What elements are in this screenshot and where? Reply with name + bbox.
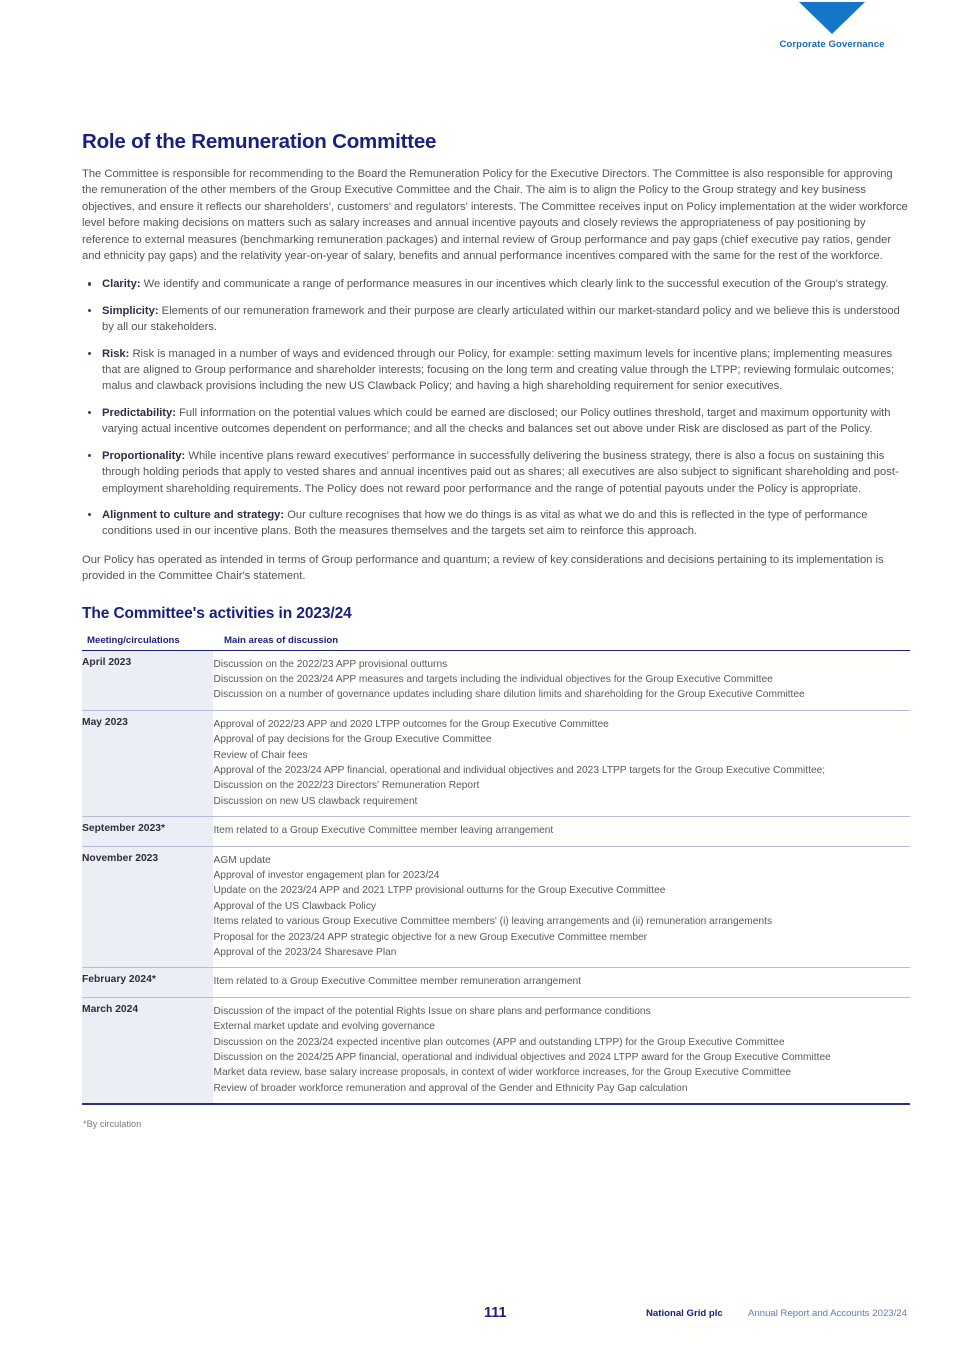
cell-topics: [213, 846, 910, 968]
principle-term: Alignment to culture and strategy:: [102, 508, 285, 521]
cell-meeting: November 2023: [82, 846, 213, 968]
principle-text: We identify and communicate a range of performance measures in our incentives which clearly link to the successful execution of the Group's strategy.: [140, 278, 889, 291]
topic-line: Items related to various Group Executive Committee members' (i) leaving arrangements and (ii) remuneration arrangements: [213, 916, 773, 928]
footer-brand: National Grid plc: [646, 1308, 723, 1319]
column-header-topics: Main areas of discussion: [213, 633, 910, 651]
bullet-icon: [88, 454, 91, 457]
table-head: [82, 633, 910, 651]
table-row: [82, 846, 910, 968]
table-row: [82, 650, 910, 710]
principle-text: While incentive plans reward executives' performance in successfully delivering the business strategy, there is also a focus on sustaining this through holding periods that apply to vested shares and annual incentives paid out as shares; all executives are also subject to significant shareholding and post-employment shareholding requirements. The Policy does not reward poor performance and the range of potential payouts under the Policy is appropriate.: [102, 449, 899, 495]
principle-term: Proportionality:: [102, 449, 186, 462]
section-tab-label: Corporate Governance: [779, 39, 885, 50]
table-row: [82, 710, 910, 816]
topic-line: Discussion on the 2024/25 APP financial, operational and individual objectives and 2024 LTPP award for the Group Executive Committee: [213, 1052, 831, 1064]
topic-line: Discussion on the 2022/23 Directors' Remuneration Report: [213, 780, 480, 792]
table-header-row: [82, 633, 910, 651]
topic-line: Approval of the US Clawback Policy: [213, 900, 377, 912]
bullet-icon: [88, 411, 91, 414]
content-column: [82, 130, 910, 1129]
list-item: [82, 276, 910, 292]
section-tab-corporate-governance: [757, 0, 907, 50]
cell-topics: [213, 650, 910, 710]
page-number: 111: [484, 1305, 507, 1321]
table-row: [82, 997, 910, 1104]
principle-term: Simplicity:: [102, 304, 159, 317]
topic-line: Discussion of the impact of the potential Rights Issue on share plans and performance conditions: [213, 1005, 651, 1017]
topic-line: Review of Chair fees: [213, 749, 308, 761]
list-item: [82, 405, 910, 438]
intro-paragraph: The Committee is responsible for recommending to the Board the Remuneration Policy for the Executive Directors. The Committee is also responsible for approving the remuneration of the other members of the Group Executive Committee and the Chair. The aim is to align the Policy to the Group strategy and key business objectives, and ensure it reflects our shareholders', customers' and regulators' interests. The Committee receives input on Policy implementation at the wider workforce level before making decisions on matters such as salary increases and annual incentive payouts and closely reviews the appropriateness of pay positioning by reference to external measures (benchmarking remuneration packages) and internal review of Group performance and pay gaps (chief executive pay ratios, gender and ethnicity pay gaps) and the relativity year-on-year of salary, benefits and annual performance incentives compared with the same for the rest of the workforce.: [82, 168, 908, 263]
topic-line: Discussion on the 2023/24 expected incentive plan outcomes (APP and outstanding LTPP) for the Group Executive Committee: [213, 1036, 785, 1048]
principle-text: Full information on the potential values which could be earned are disclosed; our Policy outlines threshold, target and maximum opportunity with varying actual incentive outcomes dependent on performance; and all the checks and balances set out above under Risk are disclosed as part of the Policy.: [102, 406, 891, 436]
page-title: Role of the Remuneration Committee: [82, 130, 437, 153]
cell-meeting: May 2023: [82, 710, 213, 816]
topic-line: Update on the 2023/24 APP and 2021 LTPP provisional outturns for the Group Executive Committee: [213, 885, 666, 897]
cell-meeting: April 2023: [82, 650, 213, 710]
principle-text: Risk is managed in a number of ways and evidenced through our Policy, for example: setting maximum levels for incentive plans; implementing measures that are aligned to Group performance and shareholder interests; focusing on the long term and creating value through the LTPP; reviewing formulaic outcomes; malus and clawback provisions including the new US Clawback Policy; and having a high shareholding requirement for senior executives.: [102, 347, 895, 393]
committee-activities-table: [82, 633, 910, 1106]
principle-text: Elements of our remuneration framework and their purpose are clearly articulated within our market-standard policy and we believe this is understood by all our stakeholders.: [102, 304, 900, 334]
topic-line: Approval of the 2023/24 Sharesave Plan: [213, 947, 397, 959]
principle-term: Predictability:: [102, 406, 176, 419]
topic-line: Discussion on new US clawback requirement: [213, 795, 418, 807]
topic-line: Item related to a Group Executive Committee member leaving arrangement: [213, 825, 554, 837]
principle-term: Clarity: [102, 278, 137, 291]
topic-line: AGM update: [213, 854, 271, 866]
cell-topics: [213, 997, 910, 1104]
topic-line: Item related to a Group Executive Committee member remuneration arrangement: [213, 976, 581, 988]
cell-meeting: March 2024: [82, 997, 213, 1104]
cell-topics: [213, 817, 910, 846]
topic-line: Discussion on the 2023/24 APP measures and targets including the individual objectives for the Group Executive Committee: [213, 673, 773, 685]
principle-term: Risk:: [102, 347, 130, 360]
list-item: [82, 507, 910, 540]
down-triangle-icon: [799, 2, 865, 34]
closing-paragraph: Our Policy has operated as intended in terms of Group performance and quantum; a review of key considerations and decisions pertaining to its implementation is provided in the Committee Chair's statement.: [82, 553, 884, 583]
list-item: [82, 346, 910, 395]
column-header-meeting: Meeting/circulations: [82, 633, 213, 651]
principle-term-suffix: :: [136, 278, 141, 291]
topic-line: Approval of 2022/23 APP and 2020 LTPP outcomes for the Group Executive Committee: [213, 718, 609, 730]
list-item: [82, 303, 910, 336]
section-title: The Committee's activities in 2023/24: [82, 604, 352, 622]
topic-line: Discussion on a number of governance updates including share dilution limits and shareholding for the Group Executive Committee: [213, 689, 805, 701]
table-body: [82, 650, 910, 1104]
principles-list: [82, 276, 910, 539]
topic-line: Market data review, base salary increase proposals, in context of wider workforce increases, for the Group Executive Committee: [213, 1067, 792, 1079]
topic-line: Review of broader workforce remuneration and approval of the Gender and Ethnicity Pay Gap calculation: [213, 1082, 688, 1094]
principle-text: Our culture recognises that how we do things is as vital as what we do and this is reflected in the type of performance conditions used in our incentive plans. Both the measures themselves and the targets set aim to reinforce this approach.: [102, 508, 868, 538]
table-footnote: *By circulation: [83, 1119, 142, 1130]
topic-line: Approval of investor engagement plan for 2023/24: [213, 870, 440, 881]
logo-wrap: [757, 0, 907, 34]
page-footer: [82, 1305, 910, 1323]
topic-line: Discussion on the 2022/23 APP provisional outturns: [213, 658, 448, 670]
topic-line: Proposal for the 2023/24 APP strategic objective for a new Group Executive Committee member: [213, 931, 648, 943]
table-row: [82, 817, 910, 846]
footer-report-line: Annual Report and Accounts 2023/24: [748, 1308, 907, 1319]
table-row: [82, 968, 910, 997]
cell-topics: [213, 710, 910, 816]
list-item: [82, 448, 910, 497]
topic-line: Approval of pay decisions for the Group Executive Committee: [213, 734, 492, 746]
cell-meeting: February 2024*: [82, 968, 213, 997]
cell-meeting: September 2023*: [82, 817, 213, 846]
topic-line: Approval of the 2023/24 APP financial, operational and individual objectives and 2023 LTPP targets for the Group Executive Committee;: [213, 764, 826, 776]
topic-line: External market update and evolving governance: [213, 1021, 435, 1033]
bullet-icon: [88, 352, 91, 355]
cell-topics: [213, 968, 910, 997]
bullet-icon: [88, 309, 91, 312]
bullet-icon: [88, 513, 91, 516]
bullet-icon: [88, 282, 91, 285]
